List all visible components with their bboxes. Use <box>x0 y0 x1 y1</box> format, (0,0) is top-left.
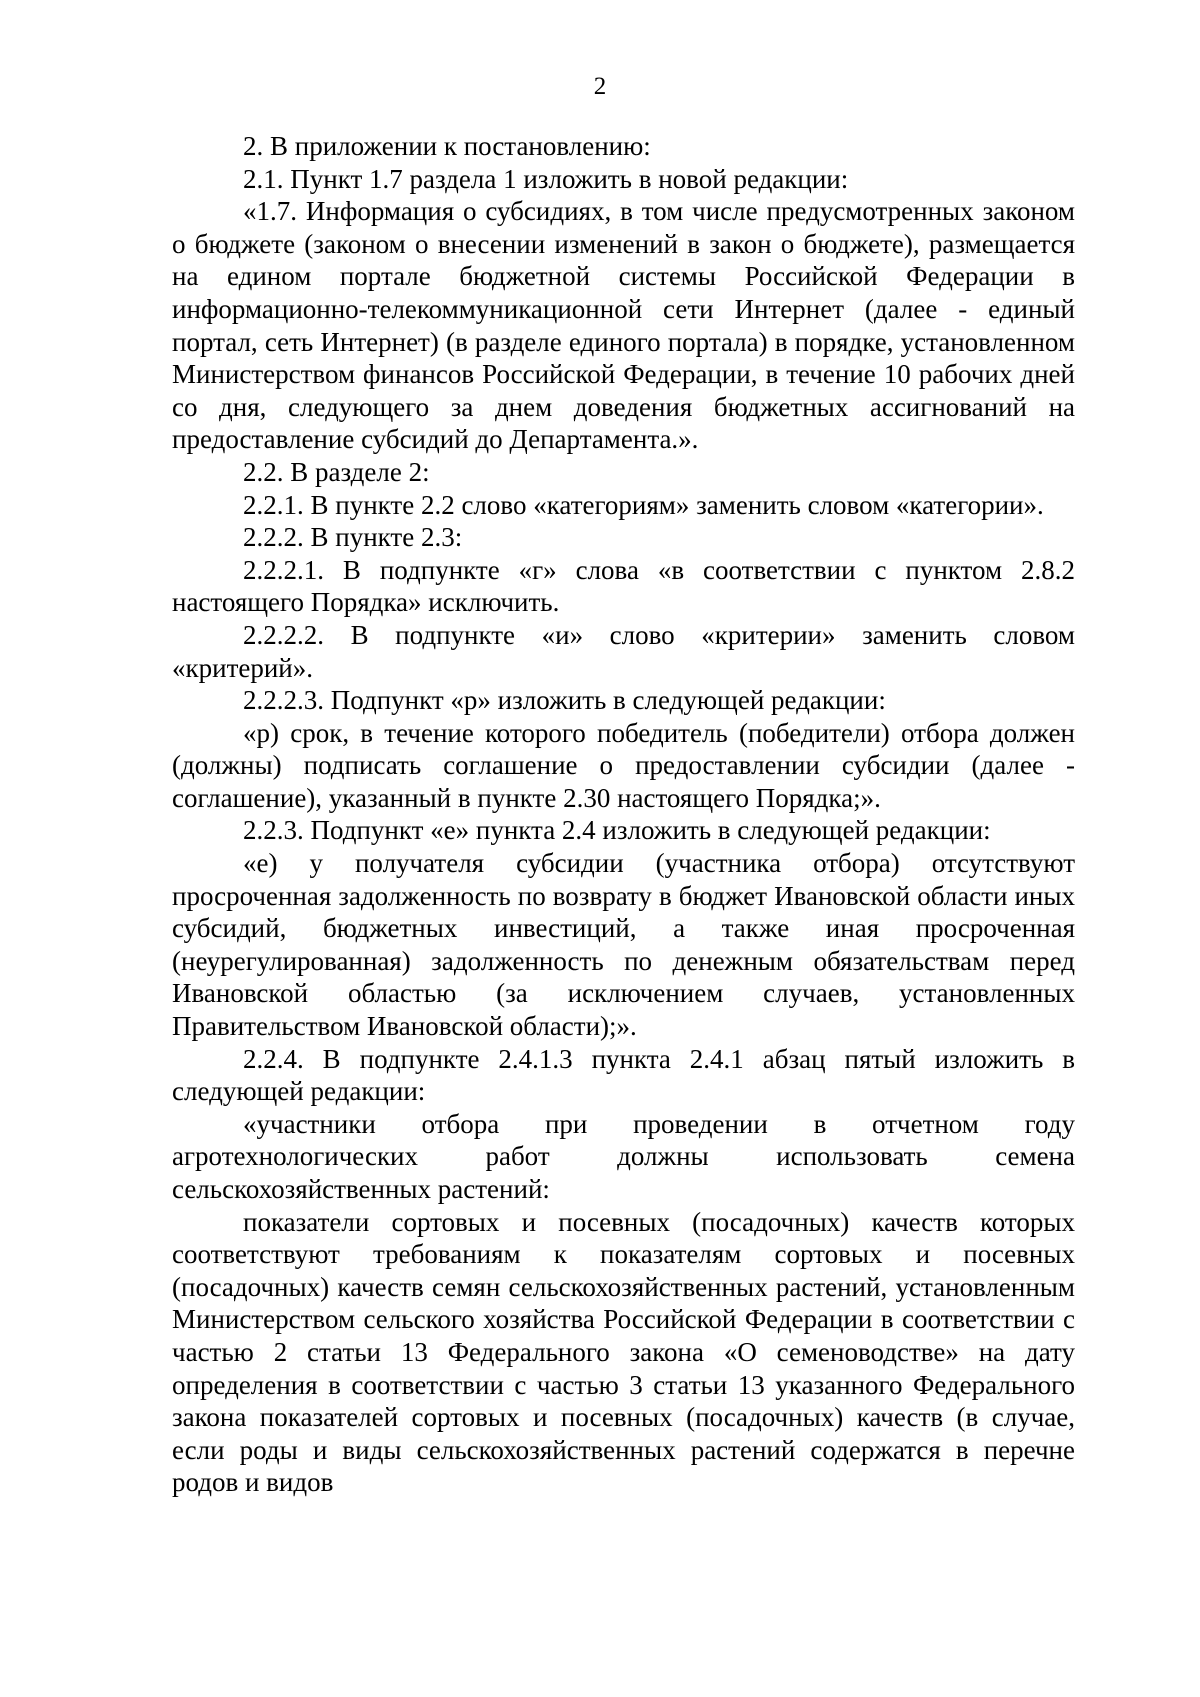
paragraph-2-2-3: 2.2.3. Подпункт «е» пункта 2.4 изложить в следующей редакции: <box>243 815 991 846</box>
document-body <box>172 130 1075 1499</box>
paragraph-2-2-2-1: 2.2.2.1. В подпункте «г» слова «в соответствии с пунктом 2.8.2 настоящего Порядка» исключить. <box>172 554 1075 618</box>
paragraph-quality-indicators: показатели сортовых и посевных (посадочных) качеств которых соответствуют требованиям к показателям сортовых и посевных (посадочных) качеств семян сельскохозяйственных растений, установленным Министерством сельского хозяйства Российской Федерации в соответствии с частью 2 статьи 13 Федерального закона «О семеноводстве» на дату определения в соответствии с частью 3 статьи 13 указанного Федерального закона показателей сортовых и посевных (посадочных) качеств (в случае, если роды и виды сельскохозяйственных растений содержатся в перечне родов и видов <box>172 1206 1075 1498</box>
paragraph-quote-e: «е) у получателя субсидии (участника отбора) отсутствуют просроченная задолженность по возврату в бюджет Ивановской области иных субсидий, бюджетных инвестиций, а также иная просроченная (неурегулированная) задолженность по денежным обязательствам перед Ивановской областью (за исключением случаев, установленных Правительством Ивановской области);». <box>172 848 1075 1042</box>
paragraph-2-1: 2.1. Пункт 1.7 раздела 1 изложить в новой редакции: <box>243 163 849 194</box>
paragraph-2-2-2: 2.2.2. В пункте 2.3: <box>243 522 463 553</box>
paragraph-quote-1-7: «1.7. Информация о субсидиях, в том числе предусмотренных законом о бюджете (законом о внесении изменений в закон о бюджете), размещается на едином портале бюджетной системы Российской Федерации в информационно-телекоммуникационной сети Интернет (далее - единый портал, сеть Интернет) (в разделе единого портала) в порядке, установленном Министерством финансов Российской Федерации, в течение 10 рабочих дней со дня, следующего за днем доведения бюджетных ассигнований на предоставление субсидий до Департамента.». <box>172 196 1075 455</box>
paragraph-2: 2. В приложении к постановлению: <box>243 131 651 161</box>
paragraph-2-2-2-3: 2.2.2.3. Подпункт «р» изложить в следующей редакции: <box>243 685 886 716</box>
paragraph-quote-participants: «участники отбора при проведении в отчетном году агротехнологических работ должны использовать семена сельскохозяйственных растений: <box>172 1108 1075 1204</box>
paragraph-2-2: 2.2. В разделе 2: <box>243 456 430 487</box>
page-number: 2 <box>593 73 607 100</box>
paragraph-2-2-2-2: 2.2.2.2. В подпункте «и» слово «критерии» заменить словом «критерий». <box>172 619 1075 683</box>
paragraph-2-2-1: 2.2.1. В пункте 2.2 слово «категориям» заменить словом «категории». <box>243 489 1044 520</box>
paragraph-2-2-4: 2.2.4. В подпункте 2.4.1.3 пункта 2.4.1 абзац пятый изложить в следующей редакции: <box>172 1043 1075 1107</box>
paragraph-quote-r: «р) срок, в течение которого победитель (победители) отбора должен (должны) подписать соглашение о предоставлении субсидии (далее - соглашение), указанный в пункте 2.30 настоящего Порядка;». <box>172 717 1075 813</box>
